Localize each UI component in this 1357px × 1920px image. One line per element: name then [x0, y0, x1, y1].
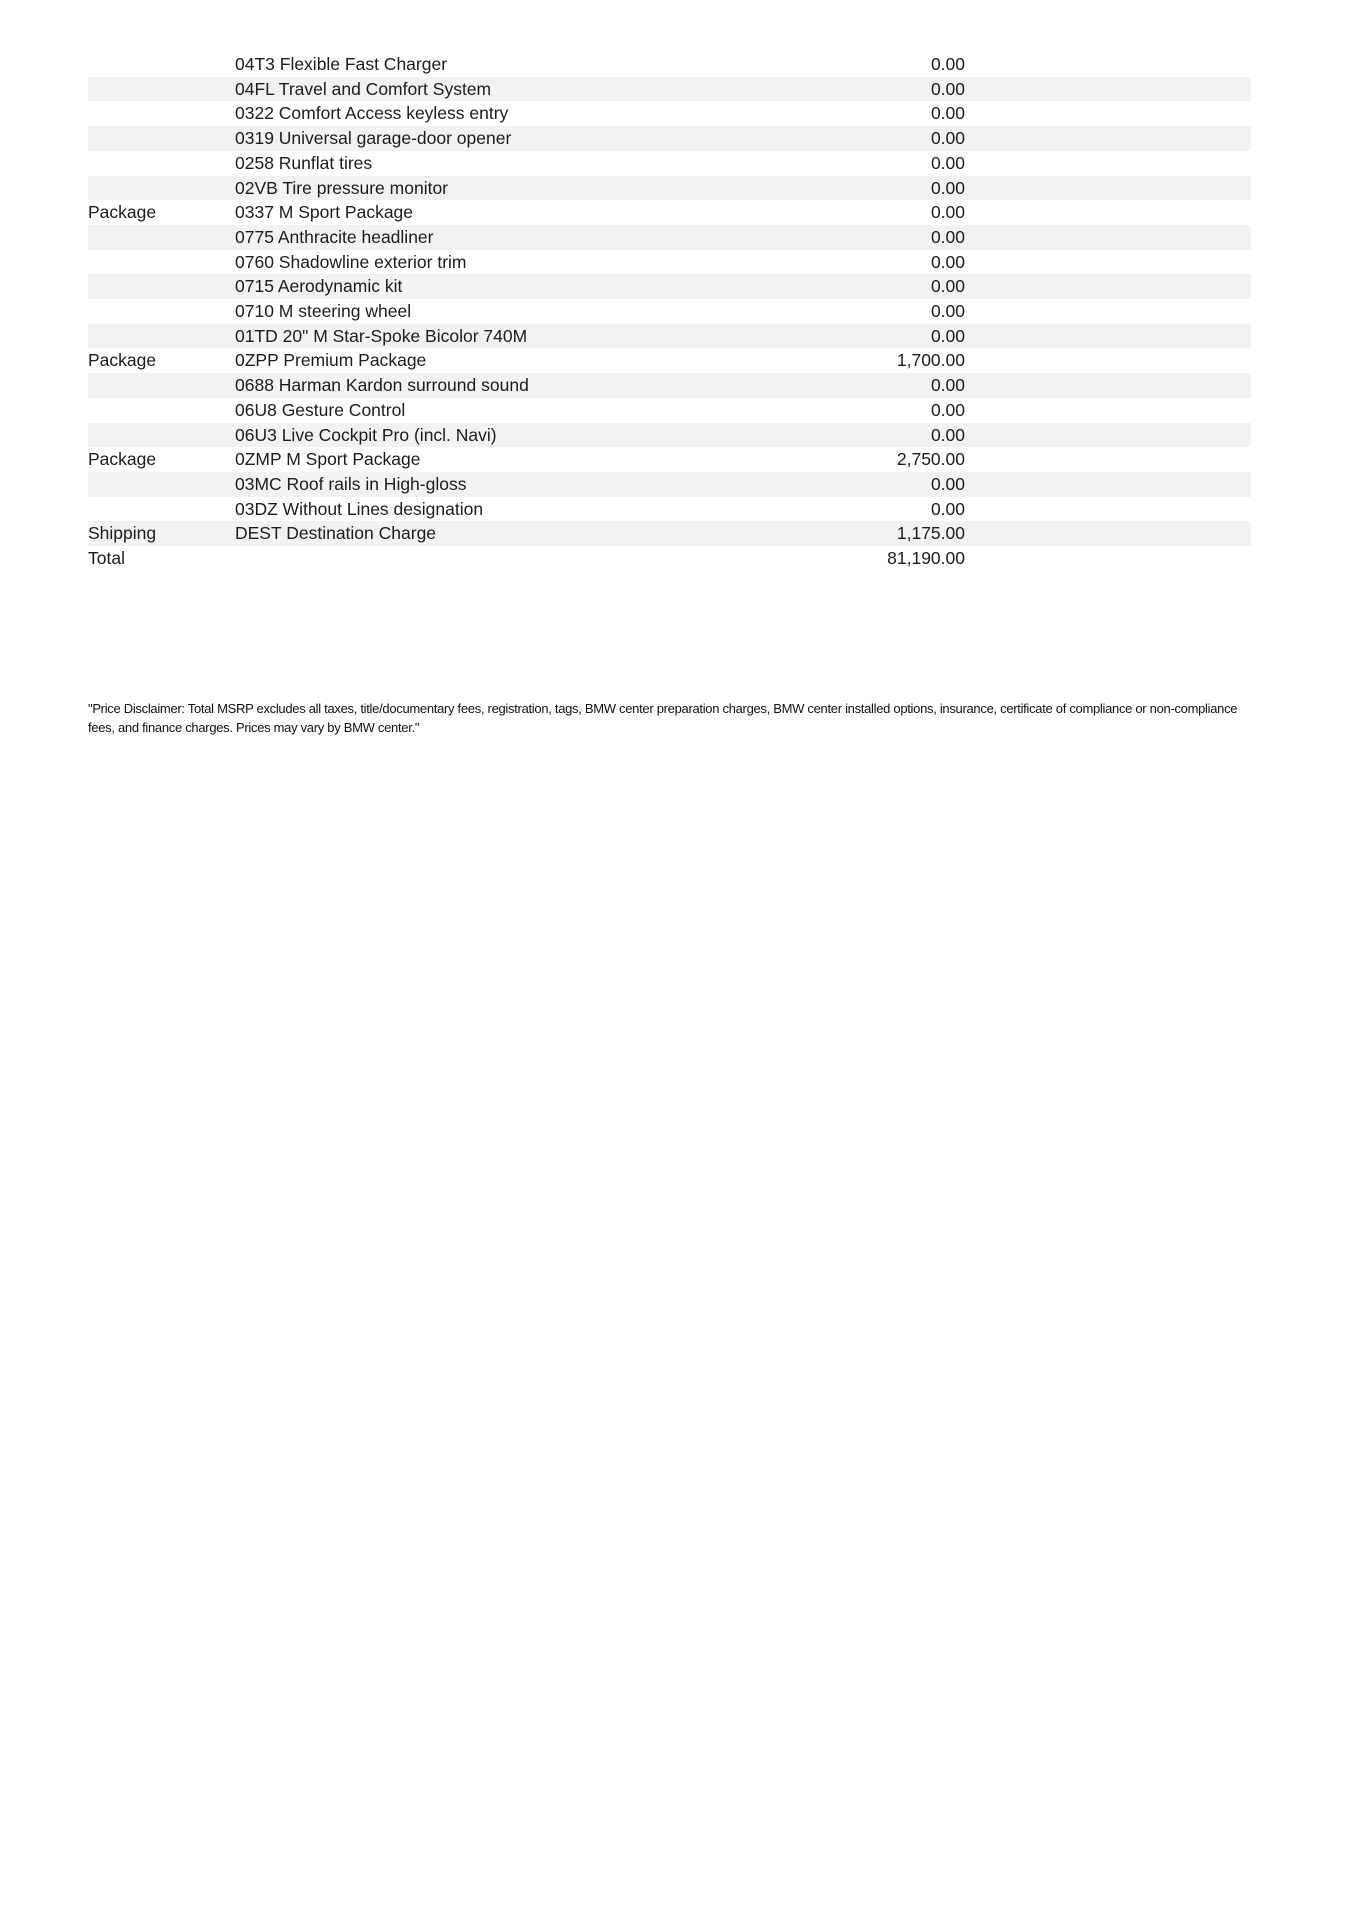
price-cell: 0.00 — [930, 301, 965, 322]
price-cell: 81,190.00 — [887, 548, 965, 569]
item-cell: 0258 Runflat tires — [235, 152, 373, 173]
item-cell: 01TD 20" M Star-Spoke Bicolor 740M — [235, 325, 528, 346]
price-cell: 0.00 — [930, 276, 965, 297]
category-cell — [88, 225, 235, 250]
filler-cell — [965, 151, 1251, 176]
item-cell: 0319 Universal garage-door opener — [235, 128, 512, 149]
filler-cell — [965, 101, 1251, 126]
price-cell: 0.00 — [930, 78, 965, 99]
category-cell — [88, 324, 235, 349]
price-cell: 2,750.00 — [896, 449, 965, 470]
table-row — [88, 348, 1251, 373]
category-cell — [88, 299, 235, 324]
table-row — [88, 497, 1251, 522]
price-cell: 0.00 — [930, 399, 965, 420]
filler-cell — [965, 225, 1251, 250]
item-cell: 06U3 Live Cockpit Pro (incl. Navi) — [235, 424, 497, 445]
filler-cell — [965, 348, 1251, 373]
table-row — [88, 546, 1251, 571]
price-cell: 1,175.00 — [896, 523, 965, 544]
table-row — [88, 398, 1251, 423]
filler-cell — [965, 176, 1251, 201]
options-table-body — [88, 52, 1251, 571]
filler-cell — [965, 77, 1251, 102]
table-row — [88, 77, 1251, 102]
filler-cell — [965, 299, 1251, 324]
filler-cell — [965, 472, 1251, 497]
filler-cell — [965, 274, 1251, 299]
table-row — [88, 176, 1251, 201]
price-cell: 0.00 — [930, 251, 965, 272]
price-cell: 0.00 — [930, 54, 965, 74]
filler-cell — [965, 398, 1251, 423]
table-row — [88, 274, 1251, 299]
category-cell: Package — [88, 449, 157, 470]
price-cell: 0.00 — [930, 375, 965, 396]
table-row — [88, 373, 1251, 398]
table-row — [88, 423, 1251, 448]
price-cell: 0.00 — [930, 473, 965, 494]
filler-cell — [965, 423, 1251, 448]
category-cell: Shipping — [88, 523, 157, 544]
filler-cell — [965, 373, 1251, 398]
category-cell — [88, 398, 235, 423]
filler-cell — [965, 497, 1251, 522]
item-cell: 0337 M Sport Package — [235, 202, 414, 223]
filler-cell — [965, 250, 1251, 275]
table-row — [88, 447, 1251, 472]
table-row — [88, 225, 1251, 250]
category-cell — [88, 423, 235, 448]
filler-cell — [965, 521, 1251, 546]
category-cell — [88, 497, 235, 522]
category-cell — [88, 472, 235, 497]
category-cell — [88, 101, 235, 126]
item-cell: 02VB Tire pressure monitor — [235, 177, 449, 198]
item-cell: 06U8 Gesture Control — [235, 399, 406, 420]
category-cell — [88, 373, 235, 398]
table-row — [88, 200, 1251, 225]
item-cell: 0688 Harman Kardon surround sound — [235, 375, 529, 396]
table-row — [88, 101, 1251, 126]
table-row — [88, 52, 1251, 77]
category-cell — [88, 274, 235, 299]
filler-cell — [965, 447, 1251, 472]
price-cell: 0.00 — [930, 498, 965, 519]
table-row — [88, 151, 1251, 176]
pricing-sheet — [88, 52, 1251, 571]
item-cell: 0322 Comfort Access keyless entry — [235, 103, 509, 124]
item-cell: 0ZPP Premium Package — [235, 350, 427, 371]
category-cell: Total — [88, 548, 125, 569]
table-row — [88, 472, 1251, 497]
item-cell: 0775 Anthracite headliner — [235, 226, 434, 247]
category-cell: Package — [88, 350, 157, 371]
price-cell: 0.00 — [930, 325, 965, 346]
price-cell: 1,700.00 — [896, 350, 965, 371]
item-cell: 04FL Travel and Comfort System — [235, 78, 492, 99]
price-cell: 0.00 — [930, 226, 965, 247]
filler-cell — [965, 200, 1251, 225]
filler-cell — [965, 126, 1251, 151]
table-row — [88, 324, 1251, 349]
filler-cell — [965, 52, 1251, 77]
item-cell: 0760 Shadowline exterior trim — [235, 251, 467, 272]
table-row — [88, 126, 1251, 151]
options-price-table — [88, 52, 1251, 571]
table-row — [88, 521, 1251, 546]
price-cell: 0.00 — [930, 424, 965, 445]
category-cell — [88, 176, 235, 201]
category-cell: Package — [88, 202, 157, 223]
item-cell: 0ZMP M Sport Package — [235, 449, 421, 470]
price-cell: 0.00 — [930, 177, 965, 198]
category-cell — [88, 250, 235, 275]
item-cell: DEST Destination Charge — [235, 523, 437, 544]
category-cell — [88, 151, 235, 176]
price-cell: 0.00 — [930, 152, 965, 173]
item-cell: 0715 Aerodynamic kit — [235, 276, 403, 297]
item-cell: 04T3 Flexible Fast Charger — [235, 54, 448, 74]
category-cell — [88, 126, 235, 151]
price-cell: 0.00 — [930, 103, 965, 124]
table-row — [88, 299, 1251, 324]
item-cell: 0710 M steering wheel — [235, 301, 412, 322]
item-cell: 03MC Roof rails in High-gloss — [235, 473, 467, 494]
price-disclaimer: "Price Disclaimer: Total MSRP excludes all taxes, title/documentary fees, registration, tags, BMW center preparation charges, BMW center installed options, insurance, certificate of compliance or non-compliance fees, and finance charges. Prices may vary by BMW center." — [88, 701, 1238, 735]
category-cell — [88, 52, 235, 77]
filler-cell — [965, 324, 1251, 349]
filler-cell — [965, 546, 1251, 571]
item-cell: 03DZ Without Lines designation — [235, 498, 484, 519]
item-cell — [235, 546, 765, 571]
table-row — [88, 250, 1251, 275]
price-cell: 0.00 — [930, 128, 965, 149]
category-cell — [88, 77, 235, 102]
price-cell: 0.00 — [930, 202, 965, 223]
